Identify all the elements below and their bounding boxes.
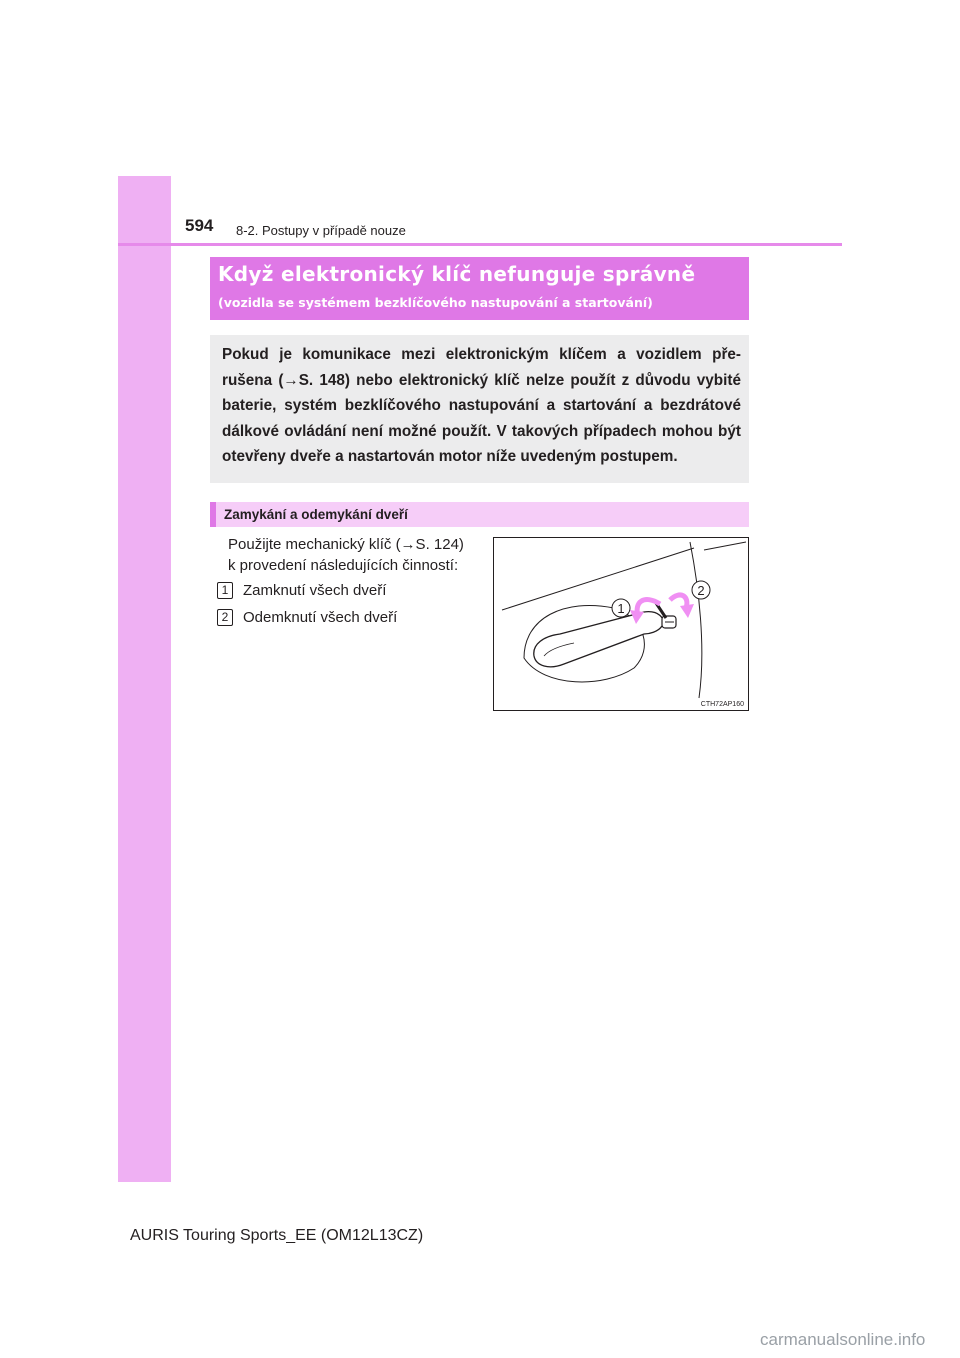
- unlock-arrowhead-icon: [680, 604, 694, 618]
- callout-1-label: 1: [617, 601, 625, 616]
- header-rule: [118, 243, 842, 246]
- page-title: Když elektronický klíč nefunguje správně: [218, 262, 696, 286]
- door-handle-drawing: [494, 538, 748, 710]
- door-line: [704, 542, 746, 550]
- intro-box: [210, 335, 749, 483]
- step-text: Zamknutí všech dveří: [243, 582, 387, 599]
- intro-text: Pokud je komunikace mezi elektronickým klíčem a vozidlem pře-rušena (→S. 148) nebo elektronický klíč nelze použít z důvodu vybité baterie, systém bezklíčového nastupování a startování a bezdrátové dálkové ovládání není možné použít. V takových případech mohou být otevřeny dveře a nastartován motor níže uvedeným postupem.: [222, 346, 741, 465]
- sub-heading: [210, 502, 749, 527]
- body-line-1: Použijte mechanický klíč (→S. 124): [228, 536, 464, 553]
- sub-heading-label: Zamykání a odemykání dveří: [224, 507, 408, 522]
- illustration-code: CTH72AP160: [700, 701, 744, 708]
- step-item: [217, 582, 386, 600]
- door-handle-illustration: [493, 537, 749, 711]
- watermark[interactable]: carmanualsonline.info: [760, 1330, 926, 1349]
- door-line: [502, 548, 694, 610]
- step-text: Odemknutí všech dveří: [243, 609, 398, 626]
- step-item: [217, 609, 397, 627]
- step-number: 1: [217, 582, 233, 599]
- body-line-2: k provedení následujících činností:: [228, 557, 459, 574]
- section-title: 8-2. Postupy v případě nouze: [236, 223, 406, 238]
- door-edge-line: [690, 542, 705, 698]
- footer: AURIS Touring Sports_EE (OM12L13CZ): [130, 1227, 424, 1244]
- body-text: [228, 534, 490, 576]
- sidebar-tab: [118, 176, 171, 1182]
- page-number: 594: [185, 216, 214, 235]
- step-number: 2: [217, 609, 233, 626]
- title-box: [210, 257, 749, 320]
- page-subtitle: (vozidla se systémem bezklíčového nastupování a startování): [218, 295, 653, 310]
- callout-2-label: 2: [697, 583, 705, 598]
